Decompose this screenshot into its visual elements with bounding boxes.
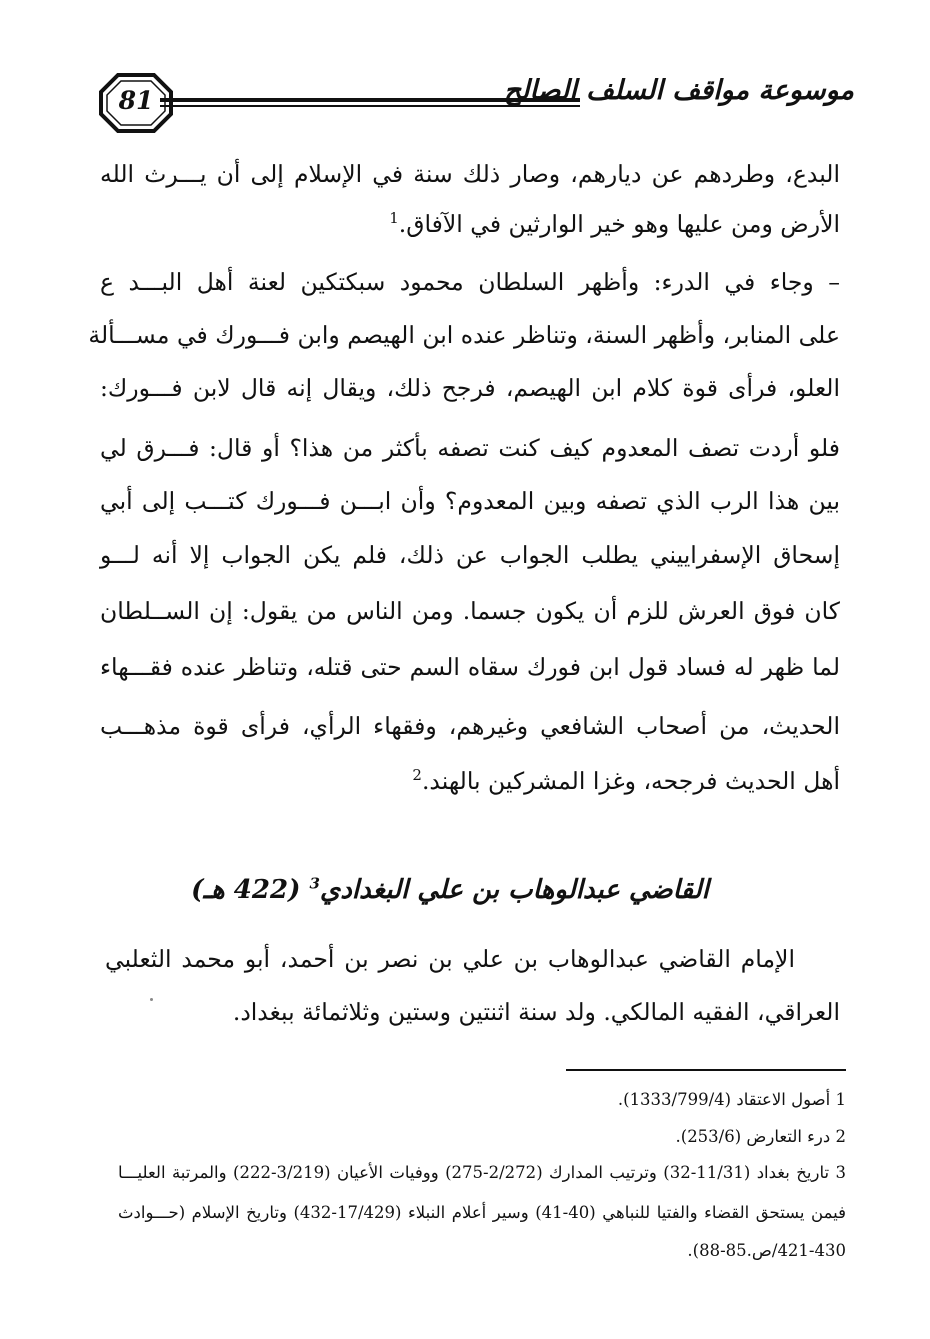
body-line: إسحاق الإسفراييني يطلب الجواب عن ذلك، فلم يكن الجواب إلا أنه لـــو bbox=[100, 541, 840, 569]
footnote-mark: 1 bbox=[389, 209, 399, 228]
footnote: فيمن يستحق القضاء والفتيا للنباهي (40-41) وسير أعلام النبلاء (17/429-432) وتاريخ الإسلام (حـــوادث bbox=[118, 1203, 846, 1222]
book-title: موسوعة مواقف السلف الصالح bbox=[503, 75, 854, 106]
body-line: كان فوق العرش للزم أن يكون جسما. ومن الناس من يقول: إن الســلطان bbox=[100, 597, 840, 625]
footnote: 421-430/ص.85-88). bbox=[687, 1241, 846, 1260]
footnote-divider bbox=[566, 1069, 846, 1071]
footnote-mark: 2 bbox=[412, 766, 422, 785]
scan-speck bbox=[150, 998, 153, 1001]
page-number-badge bbox=[98, 72, 174, 134]
footnote-mark: 3 bbox=[309, 874, 320, 893]
footnote: 2 درء التعارض (253/6). bbox=[675, 1127, 846, 1146]
page-number: 81 bbox=[118, 86, 154, 115]
body-line: لما ظهر له فساد قول ابن فورك سقاه السم حتى قتله، وتناظر عنده فقـــهاء bbox=[100, 653, 840, 681]
heading-year: (422 هـ) bbox=[191, 875, 301, 905]
body-line: على المنابر، وأظهر السنة، وتناظر عنده ابن الهيصم وابن فـــورك في مســـألة bbox=[88, 321, 840, 349]
body-line: البدع، وطردهم عن ديارهم، وصار ذلك سنة في الإسلام إلى أن يـــرث الله bbox=[100, 160, 840, 188]
body-line: العراقي، الفقيه المالكي. ولد سنة اثنتين وستين وثلاثمائة ببغداد. bbox=[232, 998, 840, 1026]
body-line: الأرض ومن عليها وهو خير الوارثين في الآفاق.$^1$ bbox=[389, 209, 840, 238]
footnote: 3 تاريخ بغداد (11/31-32) وترتيب المدارك (2/272-275) ووفيات الأعيان (3/219-222) والمرتبة العليـــا bbox=[118, 1163, 847, 1182]
body-line: العلو، فرأى قوة كلام ابن الهيصم، فرجح ذلك، ويقال إنه قال لابن فـــورك: bbox=[100, 374, 840, 402]
body-line: بين هذا الرب الذي تصفه وبين المعدوم؟ وأن ابـــن فـــورك كتـــب إلى أبي bbox=[100, 487, 840, 515]
body-line: الإمام القاضي عبدالوهاب بن علي بن نصر بن أحمد، أبو محمد الثعلبي bbox=[105, 945, 795, 973]
body-line: أهل الحديث فرجحه، وغزا المشركين بالهند.$^2$ bbox=[412, 766, 840, 795]
body-line: فلو أردت تصف المعدوم كيف كنت تصفه بأكثر من هذا؟ أو قال: فـــرق لي bbox=[100, 434, 840, 462]
body-line: الحديث، من أصحاب الشافعي وغيرهم، وفقهاء الرأي، فرأى قوة مذهـــب bbox=[100, 712, 840, 740]
page-header bbox=[0, 0, 930, 140]
body-line: – وجاء في الدرء: وأظهر السلطان محمود سبكتكين لعنة أهل البـــد ع bbox=[100, 268, 840, 296]
footnote: 1 أصول الاعتقاد (1333/799/4). bbox=[617, 1090, 846, 1109]
section-heading: القاضي عبدالوهاب بن علي البغدادي$^3$ (422 هـ) bbox=[191, 874, 709, 905]
